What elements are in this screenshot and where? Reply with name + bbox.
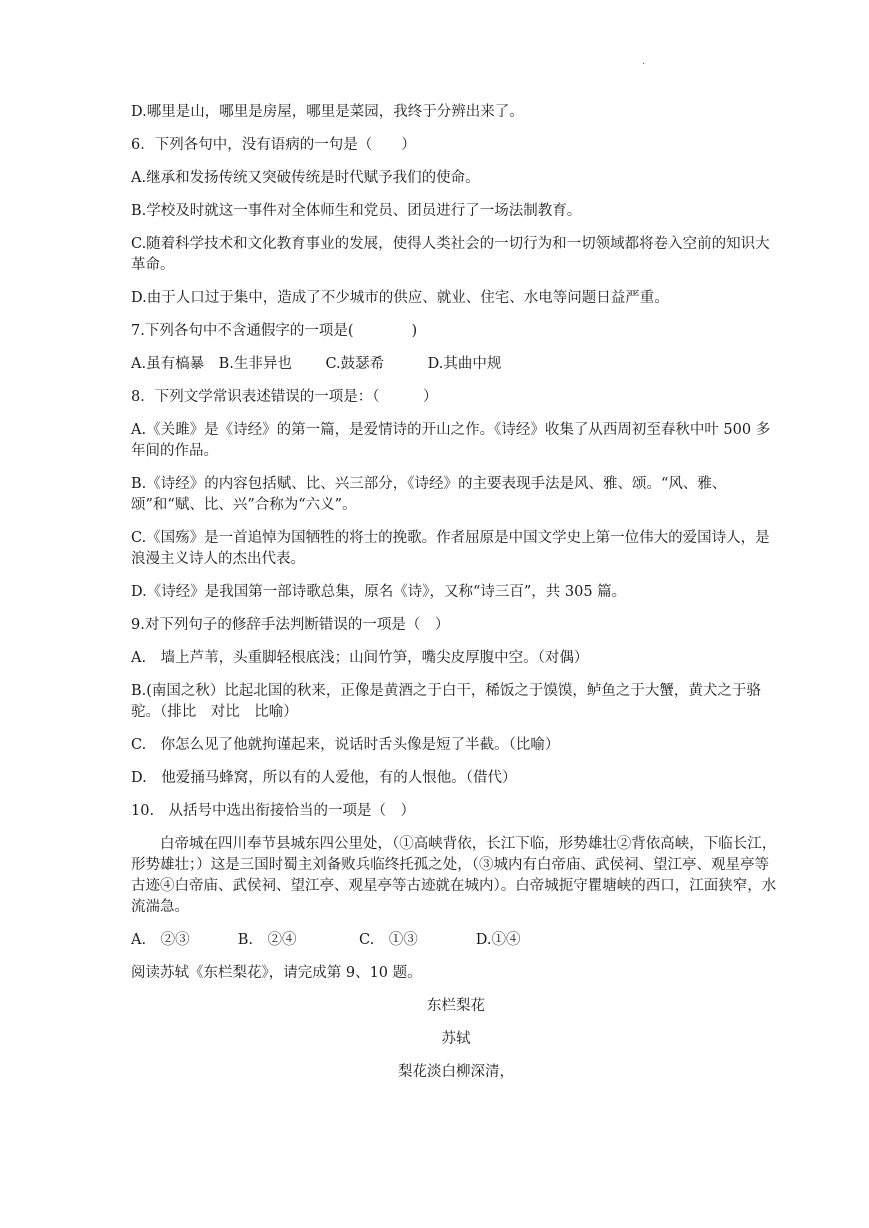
header-dot: . — [642, 56, 646, 67]
q6-option-c: C.随着科学技术和文化教育事业的发展，使得人类社会的一切行为和一切领域都将卷入空前的知识大革命。 — [131, 236, 770, 273]
poem-author: 苏轼 — [441, 1031, 471, 1047]
reading-intro: 阅读苏轼《东栏梨花》，请完成第 9、10 题。 — [131, 965, 422, 981]
q9-option-b: B.(南国之秋）比起北国的秋来，正像是黄酒之于白干，稀饭之于馍馍，鲈鱼之于大蟹，黄犬之于骆驼。（排比 对比 比喻） — [131, 683, 761, 720]
question-6: 6．下列各句中，没有语病的一句是（ ） — [131, 137, 416, 153]
q9-option-c: C. 你怎么见了他就拘谨起来，说话时舌头像是短了半截。（比喻） — [131, 737, 560, 753]
q9-option-d: D. 他爱捅马蜂窝，所以有的人爱他，有的人恨他。（借代） — [131, 770, 517, 786]
q10-passage: 白帝城在四川奉节县城东四公里处，（①高峡背依，长江下临，形势雄壮②背依高峡，下临长江，形势雄壮；）这是三国时蜀主刘备败兵临终托孤之处，（③城内有白帝庙、武侯祠、望江亭、观星亭等古迹④白帝庙、武侯祠、望江亭、观星亭等古迹就在城内）。白帝城扼守瞿塘峡的西口，江面狭窄，水流湍急。 — [131, 836, 777, 915]
q6-option-a: A.继承和发扬传统又突破传统是时代赋予我们的使命。 — [131, 170, 480, 186]
q6-option-b: B.学校及时就这一事件对全体师生和党员、团员进行了一场法制教育。 — [131, 203, 582, 219]
q8-option-d: D.《诗经》是我国第一部诗歌总集，原名《诗》，又称“诗三百”，共 305 篇。 — [131, 584, 627, 600]
q8-option-b: B.《诗经》的内容包括赋、比、兴三部分，《诗经》的主要表现手法是风、雅、颂。“风、雅、颂”和“赋、比、兴”合称为“六义”。 — [131, 476, 727, 513]
poem-title: 东栏梨花 — [427, 998, 485, 1014]
q8-option-c: C.《国殇》是一首追悼为国牺牲的将士的挽歌。作者屈原是中国文学史上第一位伟大的爱国诗人，是浪漫主义诗人的杰出代表。 — [131, 530, 770, 567]
question-10: 10. 从括号中选出衔接恰当的一项是（ ） — [131, 803, 416, 819]
question-7: 7.下列各句中不含通假字的一项是( ) — [131, 323, 418, 339]
document-body — [131, 102, 781, 1095]
question-9: 9.对下列句子的修辞手法判断错误的一项是（ ） — [131, 617, 450, 633]
question-8: 8．下列文学常识表述错误的一项是：（ ） — [131, 389, 438, 405]
q8-option-a: A.《关雎》是《诗经》的第一篇，是爱情诗的开山之作。《诗经》收集了从西周初至春秋中叶 500 多年间的作品。 — [131, 422, 771, 459]
q9-option-a: A. 墙上芦苇，头重脚轻根底浅；山间竹笋，嘴尖皮厚腹中空。（对偶） — [131, 650, 589, 666]
q10-options: A. ②③ B. ②④ C. ①③ D.①④ — [131, 932, 521, 948]
q5-option-d: D.哪里是山，哪里是房屋，哪里是菜园，我终于分辨出来了。 — [131, 104, 524, 120]
q7-options: A.虽有槁暴 B.生非异也 C.鼓瑟希 D.其曲中规 — [131, 356, 502, 372]
q6-option-d: D.由于人口过于集中，造成了不少城市的供应、就业、住宅、水电等问题日益严重。 — [131, 290, 669, 306]
poem-line-1: 梨花淡白柳深清， — [398, 1064, 514, 1080]
